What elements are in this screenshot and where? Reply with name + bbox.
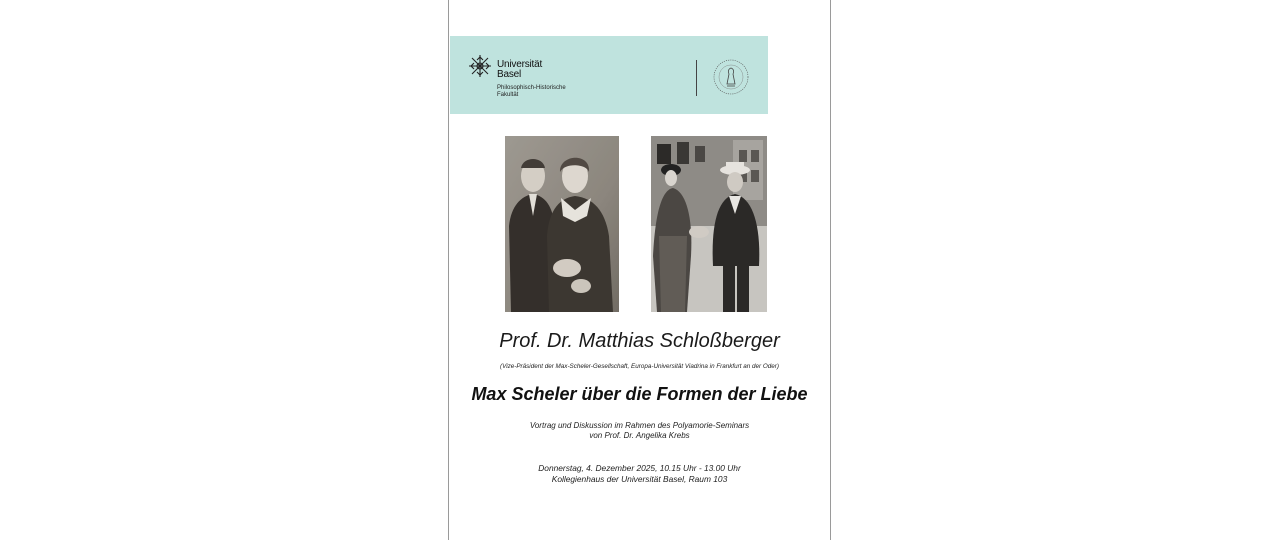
university-basel-logo-icon: [468, 54, 492, 78]
faculty-name: Philosophisch-Historische Fakultät: [497, 85, 566, 98]
couple-street-photo: [651, 136, 767, 312]
portrait-couple-seated: [505, 136, 619, 312]
event-poster: [448, 0, 831, 540]
speaker-name: Prof. Dr. Matthias Schloßberger: [499, 330, 780, 352]
university-name: Universität Basel: [497, 59, 543, 80]
banner-divider: [696, 60, 697, 96]
event-location: Kollegienhaus der Universität Basel, Raum 103: [551, 474, 728, 484]
talk-subtitle: Vortrag und Diskussion im Rahmen des Polyamorie-Seminars von Prof. Dr. Angelika Krebs: [529, 421, 750, 440]
faculty-seal-icon: [712, 58, 750, 96]
event-date: Donnerstag, 4. Dezember 2025, 10.15 Uhr - 13.00 Uhr: [538, 463, 741, 473]
talk-title: Max Scheler über die Formen der Liebe: [471, 384, 808, 404]
event-date-location: [449, 463, 830, 485]
speaker-affiliation: (Vize-Präsident der Max-Scheler-Gesellschaft, Europa-Universität Viadrina in Frankfurt an der Oder): [500, 363, 779, 370]
header-banner: [450, 36, 768, 114]
